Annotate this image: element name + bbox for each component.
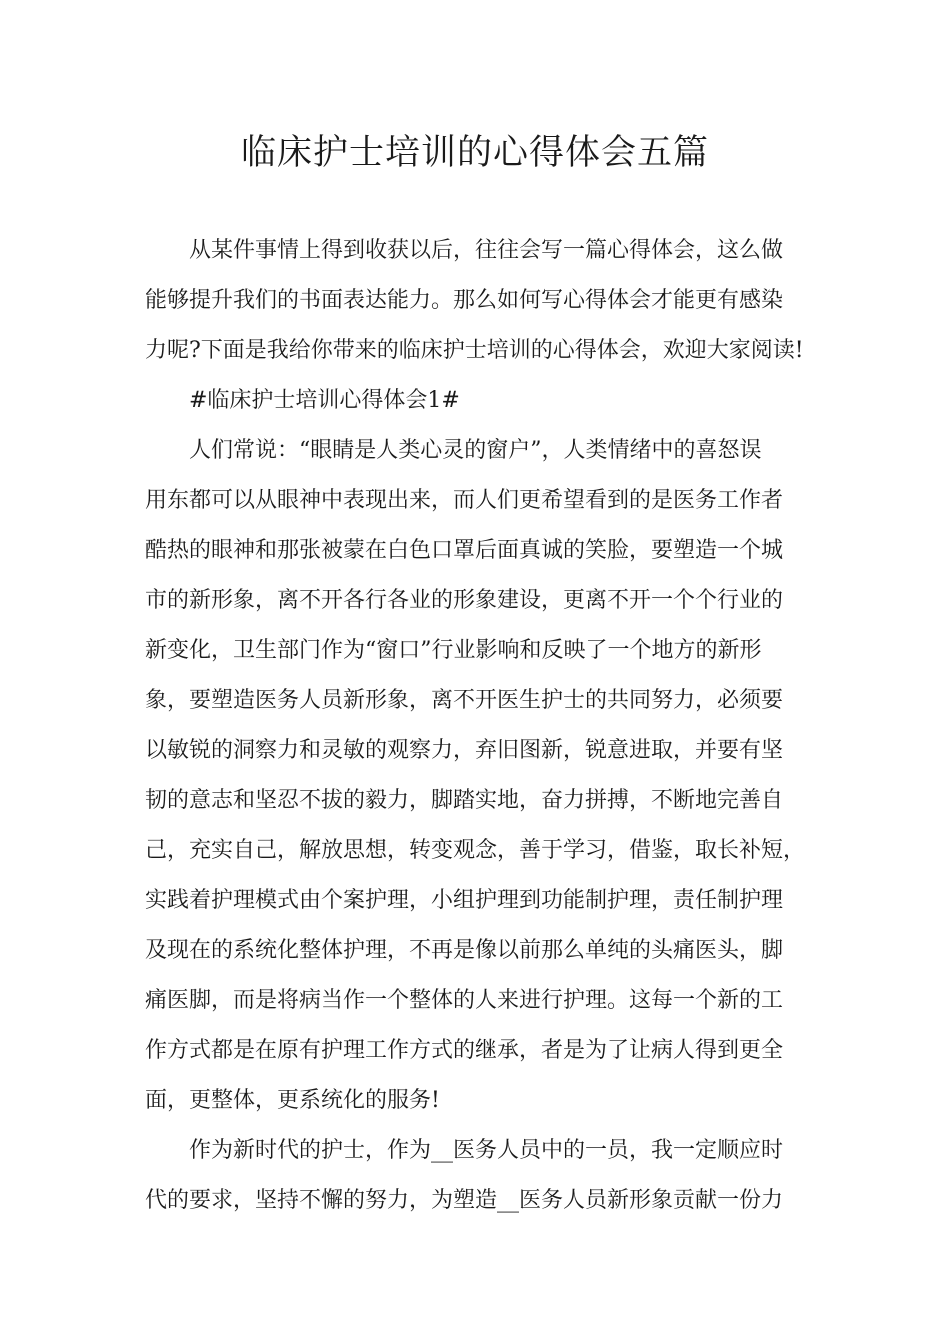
body-line: 作方式都是在原有护理工作方式的继承，者是为了让病人得到更全: [145, 1038, 784, 1063]
body-line: 象，要塑造医务人员新形象，离不开医生护士的共同努力，必须要: [145, 688, 784, 713]
body-line: 代的要求，坚持不懈的努力，为塑造__医务人员新形象贡献一份力: [145, 1188, 784, 1213]
body-line: 能够提升我们的书面表达能力。那么如何写心得体会才能更有感染: [145, 288, 784, 313]
body-line: 用东都可以从眼神中表现出来，而人们更希望看到的是医务工作者: [145, 488, 784, 513]
body-line: 实践着护理模式由个案护理，小组护理到功能制护理，责任制护理: [145, 888, 784, 913]
body-line: 面，更整体，更系统化的服务!: [145, 1088, 440, 1113]
document-body: [145, 226, 807, 1226]
section-heading: #临床护士培训心得体会1#: [189, 388, 460, 413]
body-line: 酷热的眼神和那张被蒙在白色口罩后面真诚的笑脸，要塑造一个城: [145, 538, 784, 563]
body-line: 新变化，卫生部门作为“窗口”行业影响和反映了一个地方的新形: [145, 638, 762, 663]
body-line: 力呢?下面是我给你带来的临床护士培训的心得体会，欢迎大家阅读!: [145, 338, 804, 363]
body-line: 己，充实自己，解放思想，转变观念，善于学习，借鉴，取长补短，: [145, 838, 806, 863]
body-line: 痛医脚，而是将病当作一个整体的人来进行护理。这每一个新的工: [145, 988, 784, 1013]
body-line: 韧的意志和坚忍不拔的毅力，脚踏实地，奋力拼搏，不断地完善自: [145, 788, 784, 813]
body-line: 从某件事情上得到收获以后，往往会写一篇心得体会，这么做: [189, 238, 784, 263]
body-line: 作为新时代的护士，作为__医务人员中的一员，我一定顺应时: [189, 1138, 784, 1163]
body-line: 人们常说：“眼睛是人类心灵的窗户”，人类情绪中的喜怒误: [189, 438, 762, 463]
body-line: 及现在的系统化整体护理，不再是像以前那么单纯的头痛医头，脚: [145, 938, 784, 963]
document-title: 临床护士培训的心得体会五篇: [240, 133, 709, 173]
body-line: 以敏锐的洞察力和灵敏的观察力，弃旧图新，锐意进取，并要有坚: [145, 738, 784, 763]
body-line: 市的新形象，离不开各行各业的形象建设，更离不开一个个行业的: [145, 588, 784, 613]
